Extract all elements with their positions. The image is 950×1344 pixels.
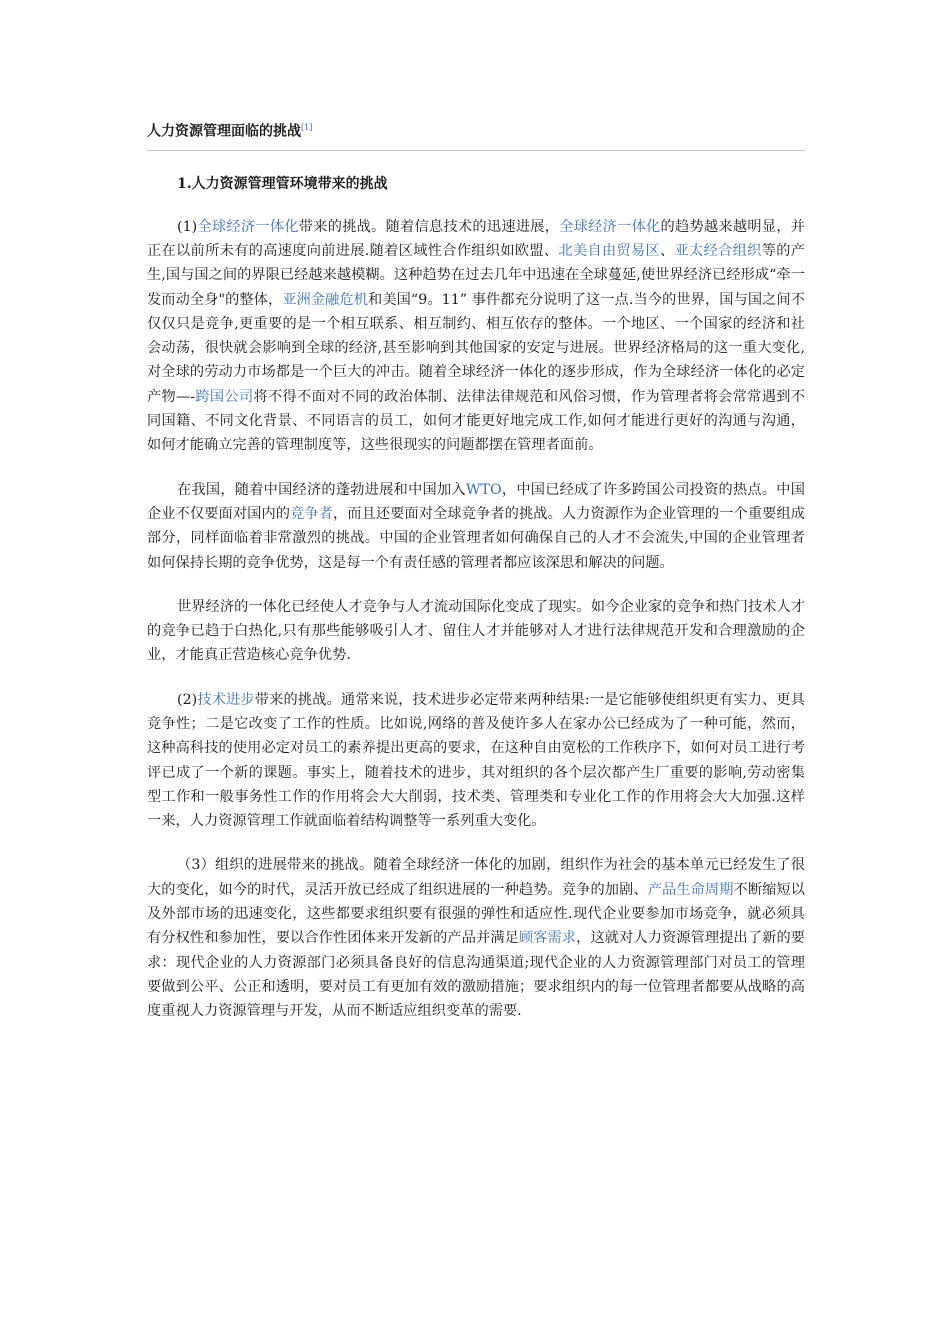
paragraph	[147, 215, 805, 458]
document-title	[147, 118, 805, 151]
paragraph	[147, 688, 805, 834]
inline-link[interactable]: 顾客需求	[518, 930, 577, 947]
inline-link[interactable]: WTO	[465, 481, 502, 498]
inline-link[interactable]: 亚洲金融危机	[282, 291, 369, 308]
paragraph-text: (1)	[177, 218, 198, 235]
paragraph-text: 不断缩短以及外部市场的迅速变化，这些都要求组织要有很强的弹性和适应性.现代企业要参加市场竞争，就必须具有分权性和参加性，要以合作性团体来开发新的产品并满足	[147, 881, 805, 947]
paragraph-text: 带来的挑战。随着信息技术的迅速进展，	[298, 218, 560, 235]
title-reference-link[interactable]: [1]	[301, 123, 313, 132]
inline-link[interactable]: 全球经济一体化	[559, 218, 661, 235]
inline-link[interactable]: 全球经济一体化	[197, 218, 299, 235]
paragraph-text: ，中国已经成了许多跨国公司投资的热点。中国企业不仅要面对国内的	[147, 481, 805, 522]
inline-link[interactable]: 亚太经合组织	[674, 242, 762, 259]
paragraph	[147, 853, 805, 1023]
paragraph-text: 带来的挑战。通常来说，技术进步必定带来两种结果:一是它能够使组织更有实力、更具竞争性；二是它改变了工作的性质。比如说,网络的普及使许多人在家办公已经成为了一种可能，然而，这种高科技的使用必定对员工的素养提出更高的要求，在这种自由宽松的工作秩序下，如何对员工进行考评已成了一个新的课题。事实上，随着技术的进步，其对组织的各个层次都产生厂重要的影响,劳动密集型工作和一般事务性工作的作用将会大大削弱，技术类、管理类和专业化工作的作用将会大大加强.这样一来，人力资源管理工作就面临着结构调整等一系列重大变化。	[147, 691, 806, 830]
paragraph	[147, 595, 805, 668]
paragraph-text: 将不得不面对不同的政治体制、法律法律规范和风俗习惯，作为管理者将会常常遇到不同国籍、不同文化背景、不同语言的员工，如何才能更好地完成工作,如何才能进行更好的沟通与沟通，如何才能确立完善的管理制度等，这些很现实的问题都摆在管理者面前。	[147, 388, 805, 454]
document-page	[147, 118, 805, 1024]
inline-link[interactable]: 技术进步	[197, 691, 255, 708]
inline-link[interactable]: 竞争者	[290, 505, 333, 522]
inline-link[interactable]: 北美自由贸易区	[558, 242, 661, 259]
section-heading: 1.人力资源管理管环境带来的挑战	[177, 175, 388, 192]
paragraph-text: 、	[660, 242, 675, 259]
inline-link[interactable]: 产品生命周期	[647, 881, 734, 898]
paragraph-text: (2)	[177, 691, 198, 708]
paragraph-text: 和美国“9。11” 事件都充分说明了这一点.当今的世界，国与国之间不仅仅只是竞争,更重要的是一个相互联系、相互制约、相互依存的整体。一个地区、一个国家的经济和社会动荡，很快就会影响到全球的经济,甚至影响到其他国家的安定与进展。世界经济格局的这一重大变化,对全球的劳动力市场都是一个巨大的冲击。随着全球经济一体化的逐步形成，作为全球经济一体化的必定产物—-	[147, 291, 805, 405]
paragraph-text: 等的产生,国与国之间的界限已经越来越模糊。这种趋势在过去几年中迅速在全球蔓延,使世界经济已经形成“牵一发而动全身"的整体，	[147, 242, 805, 308]
inline-link[interactable]: 跨国公司	[195, 388, 254, 405]
document-title-text: 人力资源管理面临的挑战	[147, 123, 301, 140]
paragraph-text: ，这就对人力资源管理提出了新的要求：现代企业的人力资源部门必须具备良好的信息沟通渠道;现代企业的人力资源管理部门对员工的管理要做到公平、公正和透明，要对员工有更加有效的激励措施；要求组织内的每一位管理者都要从战略的高度重视人力资源管理与开发，从而不断适应组织变革的需要.	[147, 930, 805, 1020]
paragraph-text: 的趋势越来越明显，并正在以前所未有的高速度向前进展.随着区域性合作组织如欧盟、	[147, 218, 805, 259]
paragraph-text: 在我国，随着中国经济的蓬勃进展和中国加入	[177, 481, 466, 498]
paragraph-text: ，而且还要面对全球竞争者的挑战。人力资源作为企业管理的一个重要组成部分，同样面临着非常激烈的挑战。中国的企业管理者如何确保自己的人才不会流失,中国的企业管理者如何保持长期的竞争优势，这是每一个有责任感的管理者都应该深思和解决的问题。	[147, 505, 805, 571]
paragraph	[147, 478, 805, 575]
paragraph-text: （3）组织的进展带来的挑战。随着全球经济一体化的加剧，组织作为社会的基本单元已经发生了很大的变化，如今的时代，灵活开放已经成了组织进展的一种趋势。竞争的加剧、	[147, 857, 805, 898]
paragraph-text: 世界经济的一体化已经使人才竞争与人才流动国际化变成了现实。如今企业家的竞争和热门技术人才的竞争已趋于白热化,只有那些能够吸引人才、留住人才并能够对人才进行法律规范开发和合理激励的企业，才能真正营造核心竞争优势.	[147, 598, 805, 664]
